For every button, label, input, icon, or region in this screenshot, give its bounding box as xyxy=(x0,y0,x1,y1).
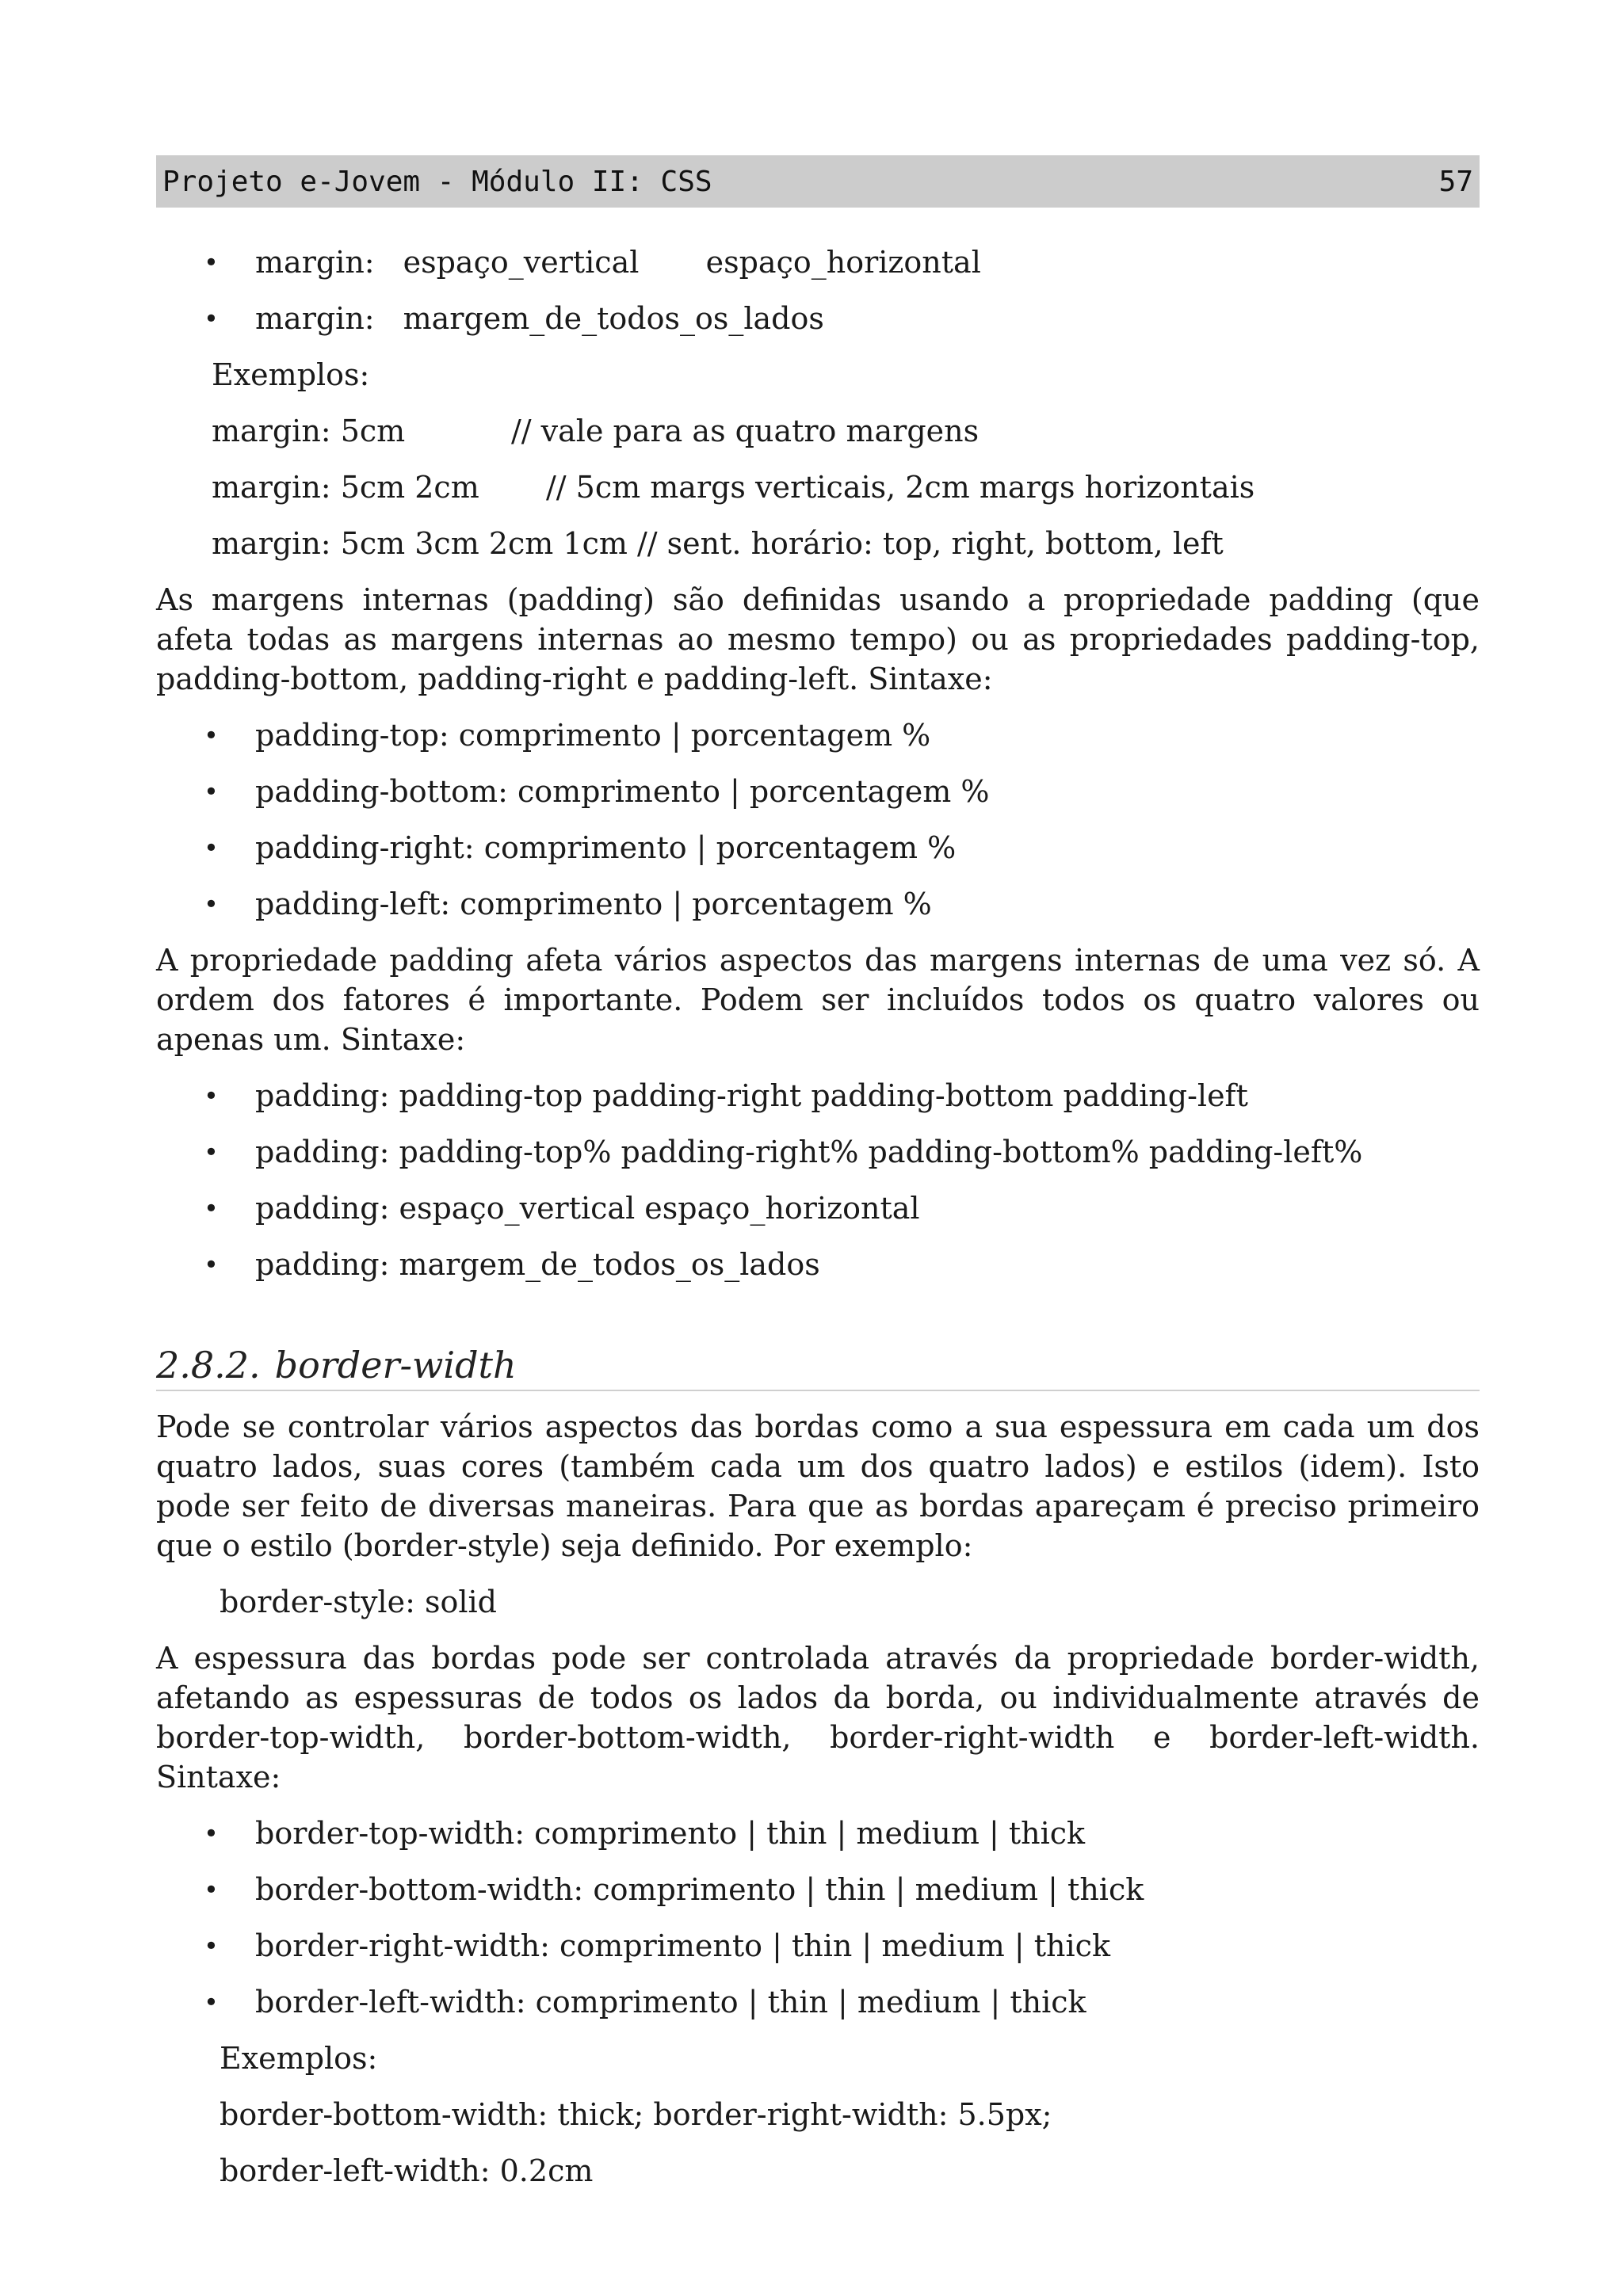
padding-shorthand-paragraph: A propriedade padding afeta vários aspectos das margens internas de uma vez só. A ordem dos fatores é importante. Podem ser incluídos todos os quatro valores ou apenas um. Sintaxe: xyxy=(156,943,1480,1057)
border-style-example: border-style: solid xyxy=(220,1585,497,1619)
examples-label: Exemplos: xyxy=(212,357,370,392)
border-width-paragraph: A espessura das bordas pode ser controlada através da propriedade border-width, afetando as espessuras de todos os lados da borda, ou individualmente através de border-top-width, border-bottom-width, border-right-width e border-left-width. Sintaxe: xyxy=(156,1641,1480,1794)
example-line: margin: 5cm 3cm 2cm 1cm // sent. horário: top, right, bottom, left xyxy=(212,526,1224,561)
list-item: • padding-left: comprimento | porcentagem % xyxy=(156,884,1480,940)
list-item: • padding-bottom: comprimento | porcentagem % xyxy=(156,772,1480,828)
example-line: margin: 5cm // vale para as quatro margens xyxy=(212,414,980,448)
border-width-list xyxy=(156,1814,1480,2039)
page-number: 57 xyxy=(1438,165,1473,198)
list-item: • border-left-width: comprimento | thin | medium | thick xyxy=(156,1982,1480,2039)
list-item: • padding: padding-top padding-right padding-bottom padding-left xyxy=(156,1076,1480,1132)
example-line: border-left-width: 0.2cm xyxy=(220,2153,594,2188)
example-line: margin: 5cm 2cm // 5cm margs verticais, 2cm margs horizontais xyxy=(212,470,1255,505)
margin-syntax-list xyxy=(156,242,1480,355)
list-item: • margin: espaço_vertical espaço_horizontal xyxy=(156,242,1480,299)
padding-props-list xyxy=(156,715,1480,940)
page-content xyxy=(156,242,1480,2207)
example-line: border-bottom-width: thick; border-right-width: 5.5px; xyxy=(220,2097,1052,2132)
list-item: • padding: espaço_vertical espaço_horizontal xyxy=(156,1188,1480,1245)
padding-intro-paragraph: As margens internas (padding) são definidas usando a propriedade padding (que afeta todas as margens internas ao mesmo tempo) ou as propriedades padding-top, padding-bottom, padding-right e padding-left. Sintaxe: xyxy=(156,582,1480,696)
header-title: Projeto e-Jovem - Módulo II: CSS xyxy=(162,165,712,198)
list-item: • padding: padding-top% padding-right% padding-bottom% padding-left% xyxy=(156,1132,1480,1188)
list-item: • margin: margem_de_todos_os_lados xyxy=(156,299,1480,355)
border-intro-paragraph: Pode se controlar vários aspectos das bordas como a sua espessura em cada um dos quatro lados, suas cores (também cada um dos quatro lados) e estilos (idem). Isto pode ser feito de diversas maneiras. Para que as bordas apareçam é preciso primeiro que o estilo (border-style) seja definido. Por exemplo: xyxy=(156,1409,1480,1563)
section-number: 2.8.2. xyxy=(156,1344,261,1386)
section-title: border-width xyxy=(274,1344,517,1386)
list-item: • border-top-width: comprimento | thin | medium | thick xyxy=(156,1814,1480,1870)
padding-shorthand-list xyxy=(156,1076,1480,1301)
examples-label: Exemplos: xyxy=(220,2041,378,2076)
page-header xyxy=(156,155,1480,208)
list-item: • border-bottom-width: comprimento | thin | medium | thick xyxy=(156,1870,1480,1926)
list-item: • padding-right: comprimento | porcentagem % xyxy=(156,828,1480,884)
list-item: • padding-top: comprimento | porcentagem % xyxy=(156,715,1480,772)
list-item: • padding: margem_de_todos_os_lados xyxy=(156,1245,1480,1301)
section-heading xyxy=(156,1342,1480,1391)
list-item: • border-right-width: comprimento | thin | medium | thick xyxy=(156,1926,1480,1982)
